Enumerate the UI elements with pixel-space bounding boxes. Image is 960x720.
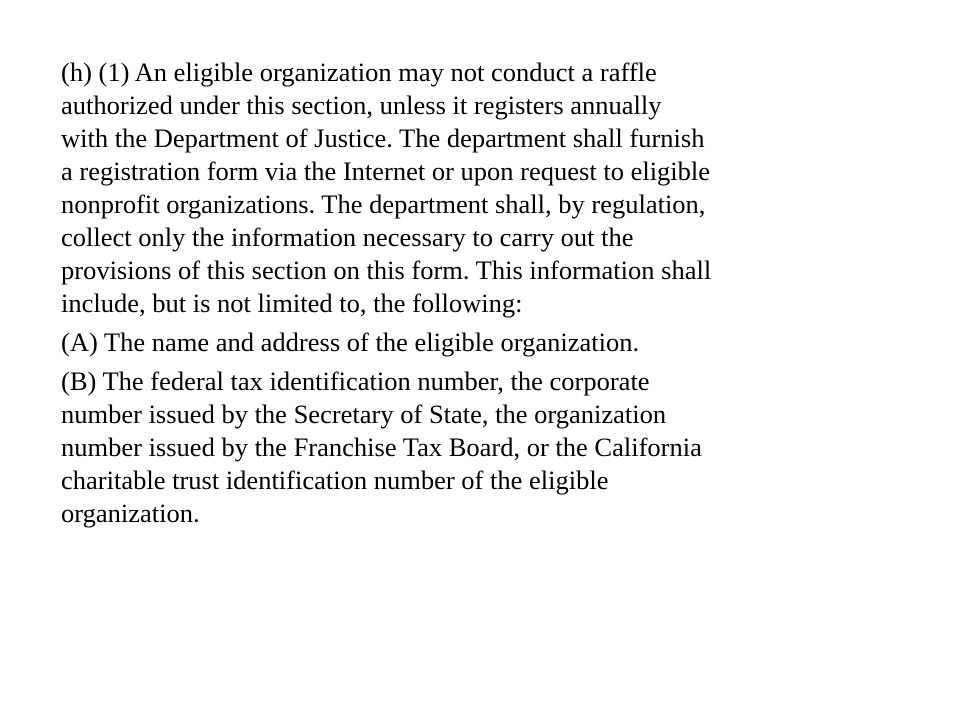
text-line: charitable trust identification number of the eligible [61, 465, 609, 495]
text-line: collect only the information necessary to carry out the [61, 222, 634, 252]
text-line: (h) (1) An eligible organization may not conduct a raffle [61, 57, 657, 87]
paragraph-a [61, 326, 861, 359]
paragraph-h1 [61, 56, 861, 320]
text-line: (B) The federal tax identification number, the corporate [61, 366, 650, 396]
text-line: provisions of this section on this form. This information shall [61, 255, 712, 285]
text-line: a registration form via the Internet or upon request to eligible [61, 156, 711, 186]
text-line: nonprofit organizations. The department shall, by regulation, [61, 189, 706, 219]
text-line: organization. [61, 498, 200, 528]
text-line: (A) The name and address of the eligible organization. [61, 327, 640, 357]
paragraph-b [61, 365, 861, 530]
document-body [61, 56, 861, 530]
text-line: with the Department of Justice. The department shall furnish [61, 123, 705, 153]
text-line: include, but is not limited to, the following: [61, 288, 523, 318]
text-line: number issued by the Franchise Tax Board, or the California [61, 432, 702, 462]
text-line: number issued by the Secretary of State, the organization [61, 399, 667, 429]
text-line: authorized under this section, unless it registers annually [61, 90, 662, 120]
